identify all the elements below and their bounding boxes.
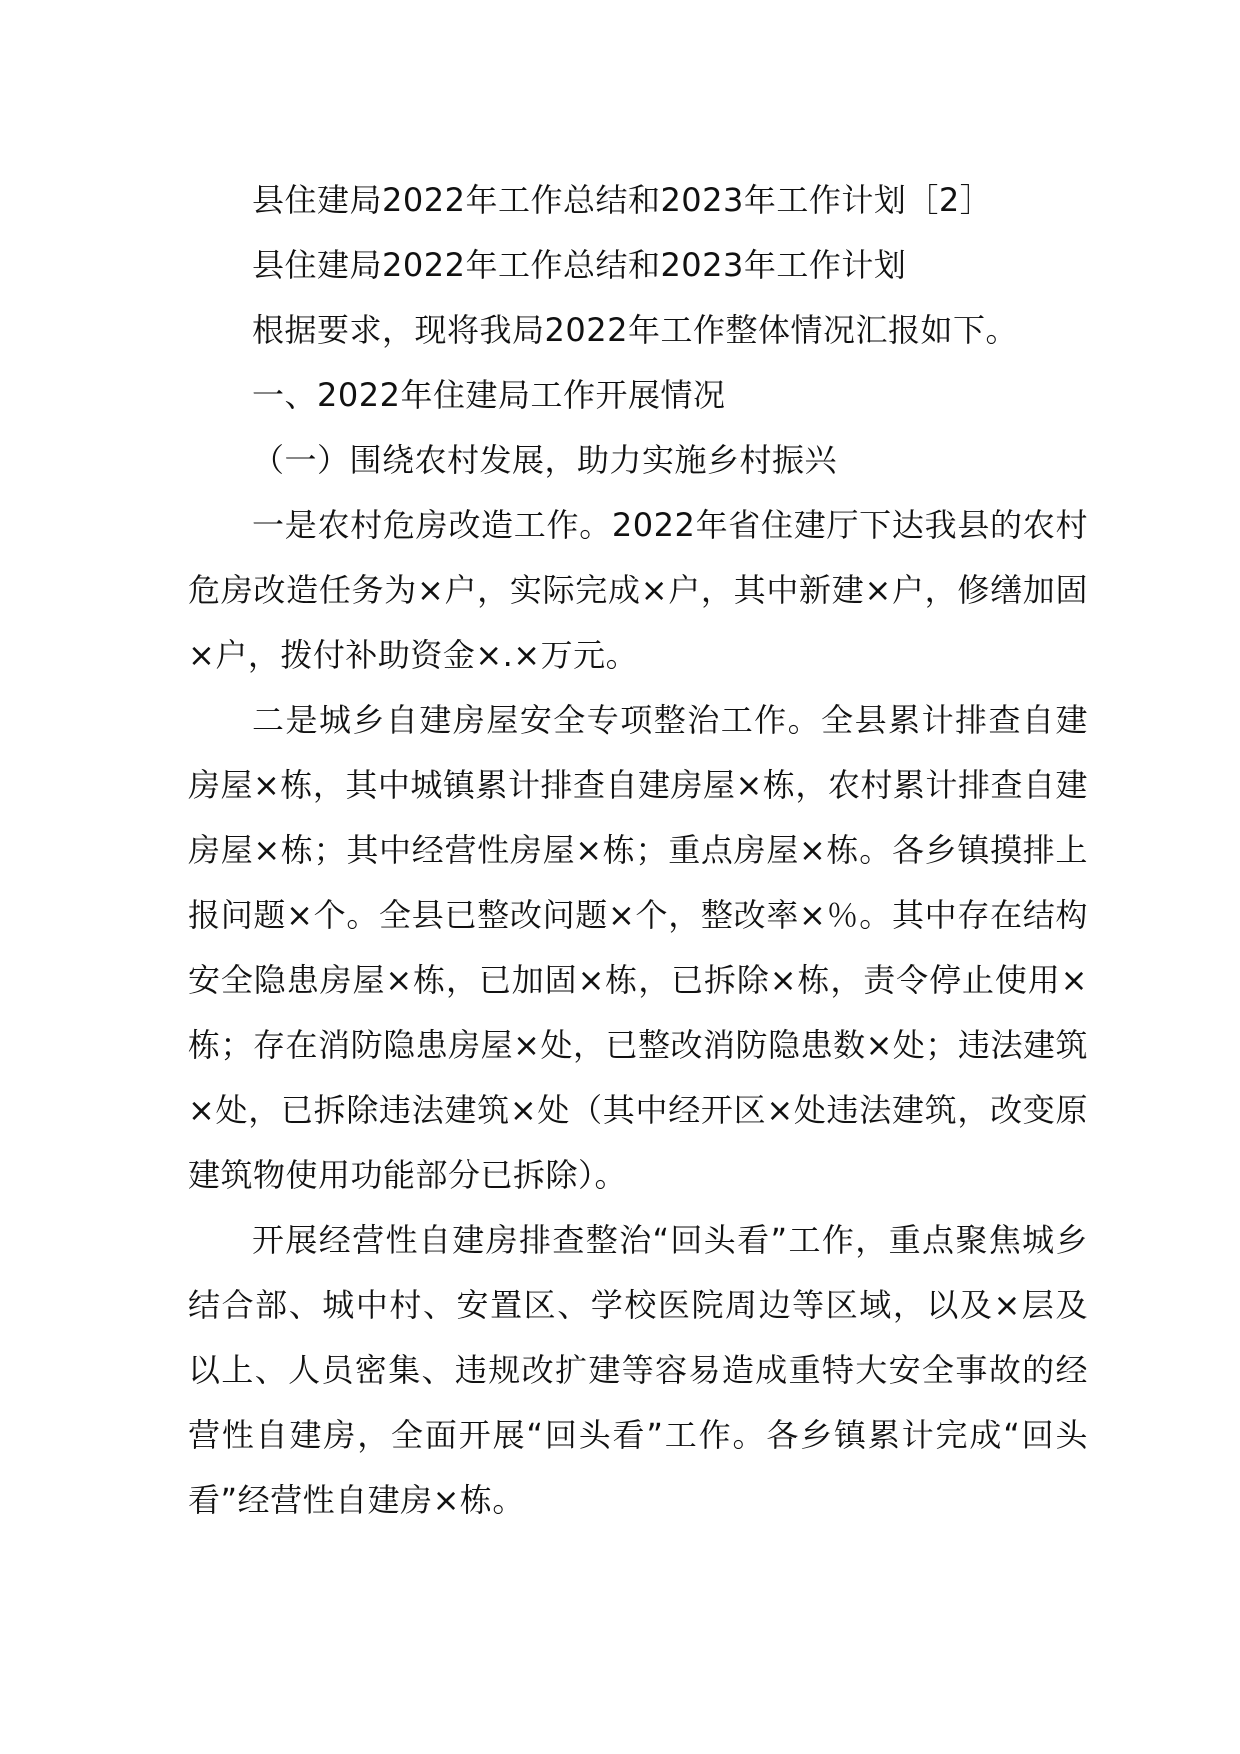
- intro-paragraph: 根据要求，现将我局2022年工作整体情况汇报如下。: [252, 311, 1018, 349]
- body-paragraph: 一是农村危房改造工作。2022年省住建厅下达我县的农村危房改造任务为×户，实际完成×户，其中新建×户，修缮加固×户，拨付补助资金×.×万元。: [188, 506, 1088, 674]
- document-title: 县住建局2022年工作总结和2023年工作计划［2］: [252, 181, 993, 219]
- subsection-heading: （一）围绕农村发展，助力实施乡村振兴: [252, 441, 838, 479]
- section-heading: 一、2022年住建局工作开展情况: [252, 376, 726, 414]
- document-subtitle: 县住建局2022年工作总结和2023年工作计划: [252, 246, 907, 284]
- body-paragraph: 开展经营性自建房排查整治“回头看”工作，重点聚焦城乡结合部、城中村、安置区、学校医院周边等区域，以及×层及以上、人员密集、违规改扩建等容易造成重特大安全事故的经营性自建房，全面开展“回头看”工作。各乡镇累计完成“回头看”经营性自建房×栋。: [188, 1221, 1088, 1519]
- body-paragraph: 二是城乡自建房屋安全专项整治工作。全县累计排查自建房屋×栋，其中城镇累计排查自建房屋×栋，农村累计排查自建房屋×栋；其中经营性房屋×栋；重点房屋×栋。各乡镇摸排上报问题×个。全县已整改问题×个，整改率×％。其中存在结构安全隐患房屋×栋，已加固×栋，已拆除×栋，责令停止使用×栋；存在消防隐患房屋×处，已整改消防隐患数×处；违法建筑×处，已拆除违法建筑×处（其中经开区×处违法建筑，改变原建筑物使用功能部分已拆除）。: [188, 701, 1088, 1194]
- document-body: [188, 168, 1088, 1533]
